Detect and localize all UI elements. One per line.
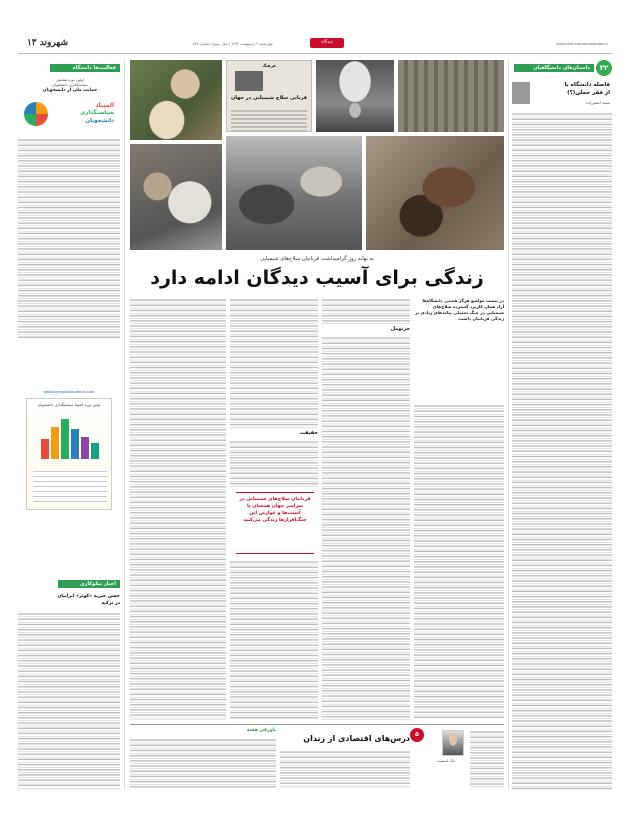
author-portrait — [442, 730, 464, 756]
subheading-1: جرثومل — [390, 326, 410, 332]
bottom-divider — [130, 724, 504, 725]
photo-mushroom-cloud — [316, 60, 394, 132]
section-number-badge: ۲۲ — [596, 60, 612, 76]
subheading-2: حقیقت — [299, 430, 318, 436]
masthead-logo: شهروند ۱۳ — [26, 38, 68, 48]
event-title-1: اولین دوره همایش — [56, 78, 84, 82]
event-url[interactable]: www.olympiadoscience.com — [43, 390, 95, 394]
clip-headline: قربانی سلاح شیمیایی در جهان — [230, 95, 307, 101]
main-col-1-text — [414, 404, 504, 720]
bottom-col-mid-text — [280, 750, 410, 788]
main-col-3-text — [230, 298, 318, 428]
masthead-url: www.shahrvandnewspaper.ir — [556, 42, 608, 46]
column-divider — [124, 60, 125, 790]
olympiad-logo-text-3: دانشجویان — [85, 118, 114, 124]
clip-photo — [235, 71, 263, 91]
clip-masthead: فرهنگ — [262, 63, 276, 68]
left-section2-headline-2: در ترکیه — [101, 601, 120, 606]
main-col-2-text-b — [322, 336, 410, 720]
bottom-badge: ۵ — [410, 728, 424, 742]
right-column — [512, 60, 612, 790]
olympiad-logo — [24, 100, 114, 130]
photo-collage — [130, 60, 504, 250]
olympiad-poster — [26, 398, 112, 510]
masthead-badge: دیدگاه — [310, 38, 344, 48]
pull-quote: قربانیان سلاح‌های شیمیایی در سراسر جهان همچنان با آسیب‌ها و عوارض این جنگ‌افزارها زندگی می‌کنند — [236, 492, 314, 554]
left-body-text-2 — [18, 612, 120, 790]
main-headline: زندگی برای آسیب دیدگان ادامه دارد — [150, 267, 484, 289]
photo-newspaper-clipping — [226, 60, 312, 132]
poster-graphic — [41, 419, 99, 459]
author-photo — [512, 82, 530, 104]
bottom-author: جک اسمیت — [436, 758, 456, 763]
photo-victim-bandaged — [130, 60, 222, 140]
olympiad-logo-icon — [24, 102, 48, 126]
photo-war-scene — [226, 136, 362, 250]
bottom-col-right-text — [470, 730, 504, 788]
left-section2-headline-1: جشن خیریه «کوثر» ایرانیان — [57, 594, 120, 599]
bottom-headline: درس‌های اقتصادی از زندان — [303, 734, 410, 743]
event-title-2: سیاستگذاری دانشجویان — [52, 83, 88, 87]
poster-caption: اولین دوره المپیاد سیاستگذاری دانشجویان — [37, 403, 101, 407]
left-column — [18, 60, 120, 790]
column-label: پاورقی هفته — [246, 728, 276, 733]
dateline: چهارشنبه ۹ اردیبهشت ۱۳۹۴ | سال سوم | شماره ۵۶۷ — [192, 42, 273, 46]
olympiad-logo-text-1: المپیاد — [95, 102, 114, 109]
main-col-2-text — [322, 298, 410, 324]
left-section2-title: اخبار نیکوکاری — [58, 580, 120, 588]
olympiad-logo-text-2: سیاستگذاری — [80, 110, 114, 116]
column-divider — [508, 60, 509, 790]
event-title-3: حمایت ملی از دانشجویان — [42, 88, 98, 93]
photo-ruins — [398, 60, 504, 132]
right-headline-2: از فقر جملن(؟) — [567, 90, 610, 96]
left-section-title: فعالیت‌ها دانشگاه — [50, 64, 120, 72]
photo-mourning-woman — [366, 136, 504, 250]
main-col-3-text-c — [230, 560, 318, 720]
bottom-section — [130, 728, 504, 790]
photo-hospital-victims — [130, 144, 222, 250]
main-col-3-text-b — [230, 440, 318, 488]
right-author: سعید اصغرزاده — [585, 100, 610, 105]
right-body-text — [512, 112, 612, 790]
right-section-title: داستان‌های دانشگاهیان — [514, 64, 594, 72]
main-kicker: به بهانه روز گرامیداشت قربانیان سلاح‌های شیمیایی — [259, 256, 375, 262]
right-headline-1: فاصله دانشگاه با — [564, 82, 610, 88]
masthead — [18, 36, 612, 54]
bold-intro: در پیست مواضع هرگز همینی دانشگاه‌ها آزاد همان کاربرد گسترده سلاح‌های شیمیایی در جنگ تحمیلی پیامدهای زیادی بر زندگی قربانیان داشت. — [415, 298, 504, 321]
main-col-4-text — [130, 298, 226, 720]
bottom-col-left-text — [130, 738, 276, 788]
left-body-text — [18, 138, 120, 338]
poster-text-lines — [33, 469, 107, 503]
